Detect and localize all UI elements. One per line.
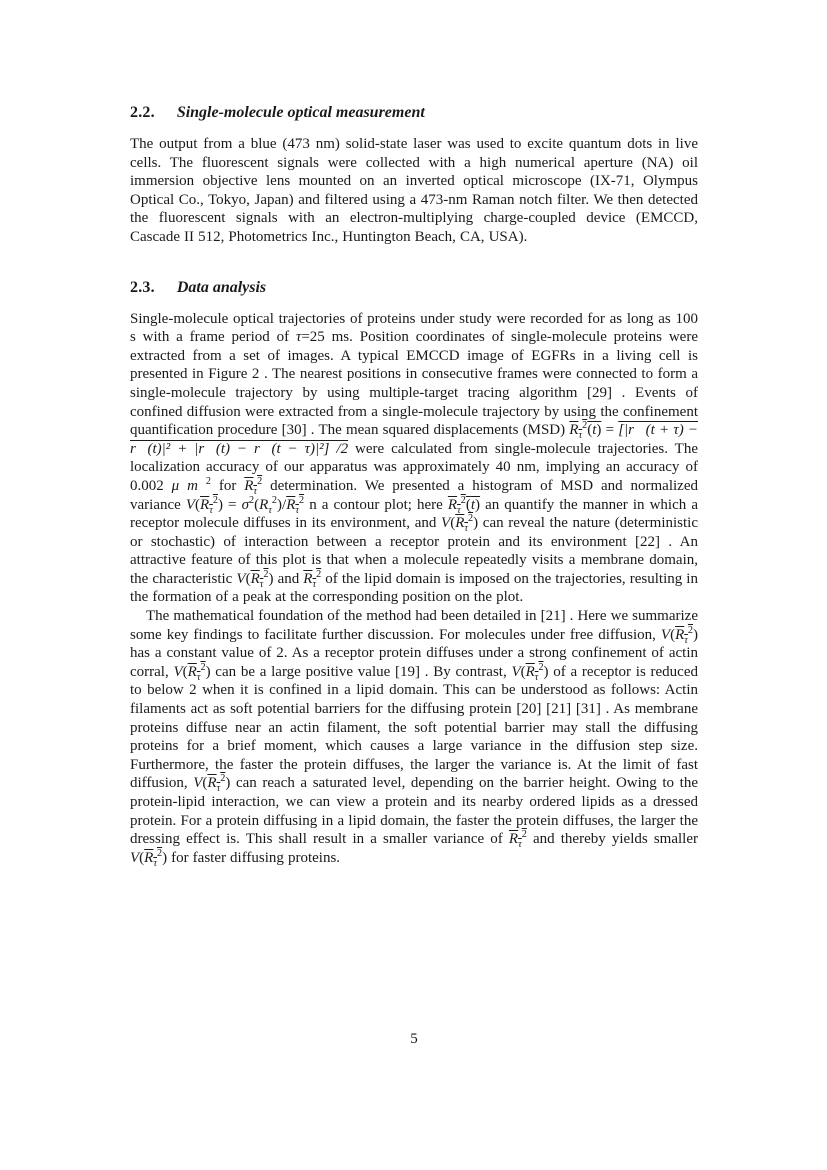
text-run: ( bbox=[245, 570, 251, 587]
text-run: V bbox=[511, 663, 521, 680]
text-run: 2 bbox=[263, 568, 269, 580]
math-overline bbox=[144, 847, 163, 869]
math-overline bbox=[207, 773, 226, 795]
text-run: 2 bbox=[687, 624, 693, 636]
text-run: t bbox=[592, 422, 597, 439]
text-run: 2 bbox=[220, 773, 226, 785]
text-run: 2 bbox=[257, 475, 263, 487]
text-run: 2 bbox=[316, 568, 322, 580]
text-run: ) bbox=[596, 422, 602, 439]
text-run: Single-molecule optical trajectories of proteins under study were recorded for as long as 100 s with a frame period of bbox=[130, 310, 698, 346]
section-2-3 bbox=[130, 278, 698, 868]
text-run: τ bbox=[534, 671, 539, 683]
text-run: R bbox=[250, 570, 260, 587]
text-run: V bbox=[193, 775, 203, 792]
math-overline bbox=[187, 661, 206, 683]
section-heading bbox=[130, 103, 698, 122]
text-run: an quantify the manner in which a receptor molecule diffuses in its environment, and bbox=[130, 496, 698, 532]
page-number: 5 bbox=[410, 1031, 418, 1047]
text-run: = bbox=[601, 422, 619, 439]
text-run: 2 bbox=[460, 494, 466, 506]
text-run: were calculated from single-molecule trajectories. The localization accuracy of our apparatus was approximately 40 nm, implying an accuracy of 0.002 bbox=[130, 440, 698, 494]
text-run: τ bbox=[259, 578, 264, 590]
text-run: ) bbox=[543, 663, 549, 680]
text-run: τ bbox=[216, 783, 221, 795]
text-run: V bbox=[130, 849, 140, 866]
text-run: R bbox=[303, 570, 313, 587]
text-run: τ bbox=[684, 634, 688, 646]
text-run: τ bbox=[209, 504, 213, 516]
text-run: ( bbox=[195, 496, 201, 513]
text-run: R bbox=[525, 663, 535, 680]
math-overline bbox=[675, 624, 693, 646]
text-run: μ m bbox=[171, 477, 198, 494]
text-run: R bbox=[569, 422, 579, 439]
text-run: V bbox=[441, 515, 451, 532]
text-run: R bbox=[447, 496, 458, 513]
text-run: for bbox=[210, 477, 245, 494]
text-run: ( bbox=[465, 496, 471, 513]
text-run: R bbox=[244, 477, 254, 494]
text-run: 2 bbox=[200, 661, 206, 673]
text-run: ) bbox=[205, 663, 211, 680]
text-run: R bbox=[144, 849, 154, 866]
section-number: 2.2. bbox=[130, 104, 155, 121]
text-run: ( bbox=[202, 775, 208, 792]
text-run: τ bbox=[518, 839, 522, 851]
text-run: 2 bbox=[538, 661, 544, 673]
text-run: τ bbox=[196, 671, 201, 683]
text-run: )/ bbox=[277, 496, 287, 513]
math-overline bbox=[250, 568, 269, 590]
text-run: = bbox=[222, 496, 242, 513]
text-run: 2 bbox=[212, 494, 218, 506]
math-overline bbox=[569, 420, 602, 442]
text-run: τ bbox=[153, 857, 157, 869]
text-run: ( bbox=[182, 663, 188, 680]
text-run: n a contour plot; here bbox=[304, 496, 448, 513]
text-run: τ bbox=[464, 523, 469, 535]
math-overline bbox=[525, 661, 544, 683]
text-run: V bbox=[236, 570, 246, 587]
text-run: 2 bbox=[521, 829, 527, 841]
text-run: The mathematical foundation of the method had been detailed in [21] . Here we summarize some key findings to facilitate further discussion. For molecules under free diffusion, bbox=[130, 608, 698, 643]
text-run: can be a large positive value [19] . By contrast, bbox=[210, 663, 512, 680]
text-run: and thereby yields smaller bbox=[526, 831, 698, 848]
text-run: =25 ms. Position coordinates of single-molecule proteins were extracted from a set of images. A typical EMCCD image of EGFRs in a living cell is presented in Figure 2 . The nearest positions in consecutive frames were connected to form a single-molecule trajectory by using multiple-target tracing algorithm [29] . Events of confined diffusion were extracted from a single-molecule trajectory by using the confinement quantification procedure [30] . The mean squared displacements (MSD) bbox=[130, 329, 698, 439]
math-overline bbox=[447, 494, 480, 516]
text-run: τ bbox=[268, 504, 272, 516]
text-run: τ bbox=[457, 504, 461, 516]
text-run: can reach a saturated level, depending on the barrier height. Owing to the protein-lipid interaction, we can view a protein and its nearby ordered lipids as a dressed protein. For a protein diffusing in a lipid domain, the faster the protein diffuses, the larger the dressing effect is. This shall result in a smaller variance of bbox=[130, 775, 698, 848]
text-run: ) bbox=[474, 496, 480, 513]
text-run: ) bbox=[473, 515, 479, 532]
text-run: R bbox=[200, 496, 210, 513]
text-run: V bbox=[185, 496, 196, 513]
section-number: 2.3. bbox=[130, 278, 155, 296]
text-run: determination. We presented a histogram of MSD and normalized variance bbox=[130, 477, 698, 513]
paragraph bbox=[130, 135, 698, 247]
text-run: ( bbox=[670, 626, 676, 643]
text-run: 2 bbox=[271, 494, 278, 506]
text-run: R bbox=[286, 496, 296, 513]
text-run bbox=[198, 478, 206, 494]
section-title: Single-molecule optical measurement bbox=[176, 104, 425, 121]
text-run: ( bbox=[587, 422, 593, 439]
text-run: τ bbox=[295, 504, 300, 516]
text-run: The output from a blue (473 nm) solid-state laser was used to excite quantum dots in live cells. The fluorescent signals were collected with a high numerical aperture (NA) oil immersion objective lens mounted on an inverted optical microscope (IX-71, Olympus Optical Co., Tokyo, Japan) and filtered using a 473-nm Raman notch filter. We then detected the fluorescent signals with an electron-multiplying charge-coupled device (EMCCD, Cascade II 512, Photometrics Inc., Huntington Beach, CA, USA). bbox=[130, 136, 698, 245]
text-run: τ bbox=[253, 485, 258, 497]
text-run: has a constant value of 2. As a receptor protein diffuses under a strong confinement of actin corral, bbox=[130, 645, 698, 680]
text-run: for faster diffusing proteins. bbox=[167, 849, 341, 866]
text-run: of a receptor is reduced to below 2 when it is confined in a lipid domain. This can be understood as follows: Actin filaments act as soft potential barriers for the diffusing protein [20] [21] [31] . As membrane proteins diffuse near an actin filament, the soft potential barrier may stall the diffusing proteins for a brief moment, which causes a large variance in the diffusion step size. Furthermore, the faster the protein diffuses, the larger the variance is. At the limit of fast diffusion, bbox=[130, 663, 698, 792]
text-run: 2 bbox=[582, 420, 588, 432]
text-run: ) bbox=[693, 626, 698, 643]
math-overline bbox=[508, 829, 527, 851]
text-run: 2 bbox=[157, 847, 163, 859]
text-run: ( bbox=[139, 849, 145, 866]
math-overline bbox=[303, 568, 322, 590]
text-run: 2 bbox=[468, 513, 474, 525]
text-run: ) bbox=[225, 775, 231, 792]
text-run: R bbox=[259, 496, 269, 513]
text-run: R bbox=[207, 775, 217, 792]
math-overline bbox=[200, 494, 218, 516]
text-run: can reveal the nature (deterministic or stochastic) of interaction between a receptor protein and its environment [22] . An attractive feature of this plot is that when a molecule repeatedly visits a membrane domain, the characteristic bbox=[130, 515, 698, 587]
text-run: 2 bbox=[299, 494, 305, 506]
text-run: V bbox=[660, 626, 671, 643]
text-run: ) bbox=[162, 849, 168, 866]
paragraph bbox=[130, 310, 698, 608]
section-2-2 bbox=[130, 103, 698, 247]
text-run: and bbox=[273, 570, 304, 587]
text-run: ( bbox=[520, 663, 526, 680]
text-run: t bbox=[470, 496, 475, 513]
text-column bbox=[130, 103, 698, 867]
text-run: τ bbox=[295, 329, 302, 346]
text-run: 2 bbox=[205, 475, 211, 487]
text-run: σ bbox=[241, 496, 249, 513]
section-title: Data analysis bbox=[176, 278, 267, 296]
text-run: τ bbox=[312, 578, 317, 590]
section-heading bbox=[130, 278, 698, 297]
text-run: R bbox=[508, 831, 519, 848]
text-run: R bbox=[675, 626, 685, 643]
text-run: of the lipid domain is imposed on the trajectories, resulting in the formation of a peak at the corresponding position on the plot. bbox=[130, 570, 698, 606]
text-run: R bbox=[187, 663, 197, 680]
math-overline bbox=[286, 494, 305, 516]
text-run: 2 bbox=[249, 494, 255, 506]
text-run: V bbox=[173, 663, 183, 680]
text-run: [|r⃗(t + τ) − r⃗(t)|² + |r⃗(t) − r⃗(t − τ)|²] /2 bbox=[130, 422, 698, 457]
math-overline bbox=[244, 475, 263, 497]
math-overline bbox=[455, 513, 474, 535]
text-run: τ bbox=[578, 430, 583, 442]
text-run: ) bbox=[268, 570, 274, 587]
text-run: R bbox=[455, 515, 465, 532]
text-run: ( bbox=[254, 496, 260, 513]
text-run: ) bbox=[217, 496, 223, 513]
text-run: ( bbox=[450, 515, 456, 532]
paragraph bbox=[130, 607, 698, 867]
